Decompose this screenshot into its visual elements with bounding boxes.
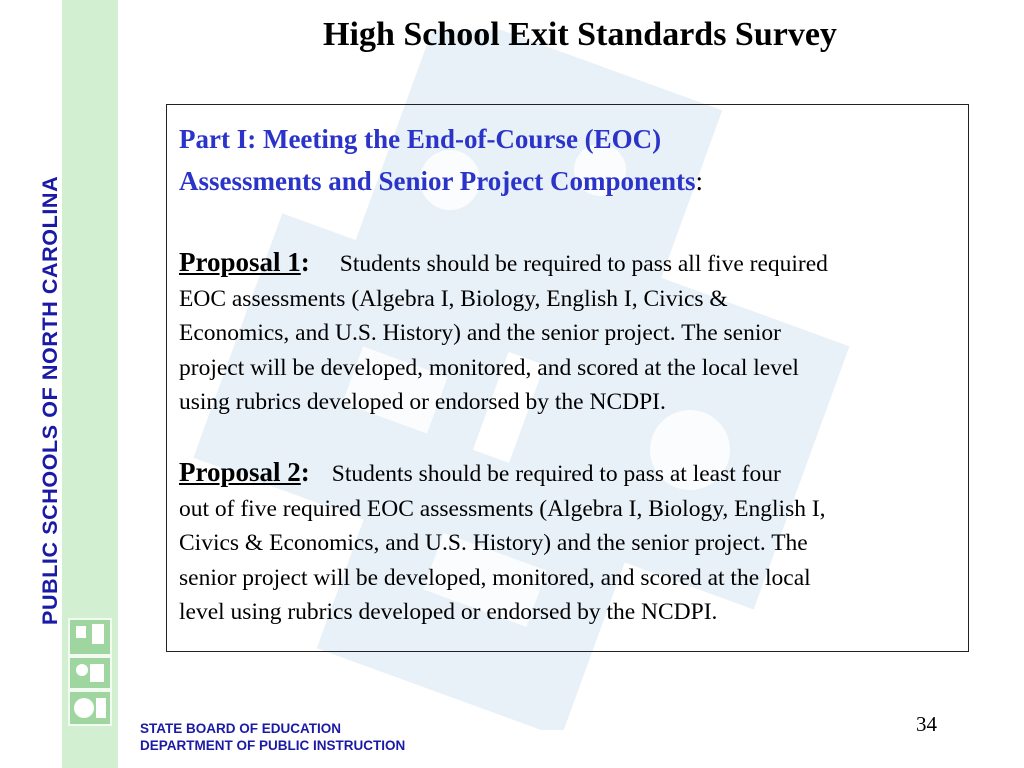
part-heading-line1: Part I: Meeting the End-of-Course (EOC)	[179, 124, 662, 154]
sidebar-brand	[0, 0, 62, 768]
proposal-1	[179, 245, 979, 420]
slide-title: High School Exit Standards Survey	[323, 16, 837, 53]
proposal-2-line2: out of five required EOC assessments (Algebra I, Biology, English I,	[179, 495, 826, 522]
proposal-2-label: Proposal 2	[179, 457, 301, 487]
part-heading-line2: Assessments and Senior Project Components	[179, 166, 696, 196]
proposal-1-line2: EOC assessments (Algebra I, Biology, English I, Civics &	[179, 285, 728, 312]
proposal-2-colon: :	[300, 457, 310, 487]
proposal-1-line3: Economics, and U.S. History) and the senior project. The senior	[179, 320, 781, 346]
footer-line2: DEPARTMENT OF PUBLIC INSTRUCTION	[140, 738, 406, 753]
proposal-2-line5: level using rubrics developed or endorsed by the NCDPI.	[179, 599, 718, 625]
footer-line1: STATE BOARD OF EDUCATION	[140, 721, 341, 736]
proposal-1-line4: project will be developed, monitored, and scored at the local level	[179, 354, 799, 381]
part-heading-suffix: :	[695, 166, 704, 196]
proposal-1-line5: using rubrics developed or endorsed by the NCDPI.	[179, 389, 666, 415]
proposal-2-line1: Students should be required to pass at least four	[331, 461, 781, 487]
proposal-1-colon: :	[300, 247, 310, 277]
ncdpi-logo-icon	[62, 0, 118, 768]
proposal-2-line3: Civics & Economics, and U.S. History) and the senior project. The	[179, 530, 808, 556]
brand-text: PUBLIC SCHOOLS OF NORTH CAROLINA	[38, 175, 62, 625]
part-heading	[179, 118, 939, 202]
proposal-2-line4: senior project will be developed, monitored, and scored at the local	[179, 564, 811, 591]
proposal-2	[179, 455, 979, 630]
page-number: 34	[916, 712, 937, 736]
footer-org	[140, 720, 405, 754]
proposal-1-line1: Students should be required to pass all five required	[339, 251, 828, 277]
green-stripe	[62, 0, 118, 768]
proposal-1-label: Proposal 1	[179, 247, 301, 277]
